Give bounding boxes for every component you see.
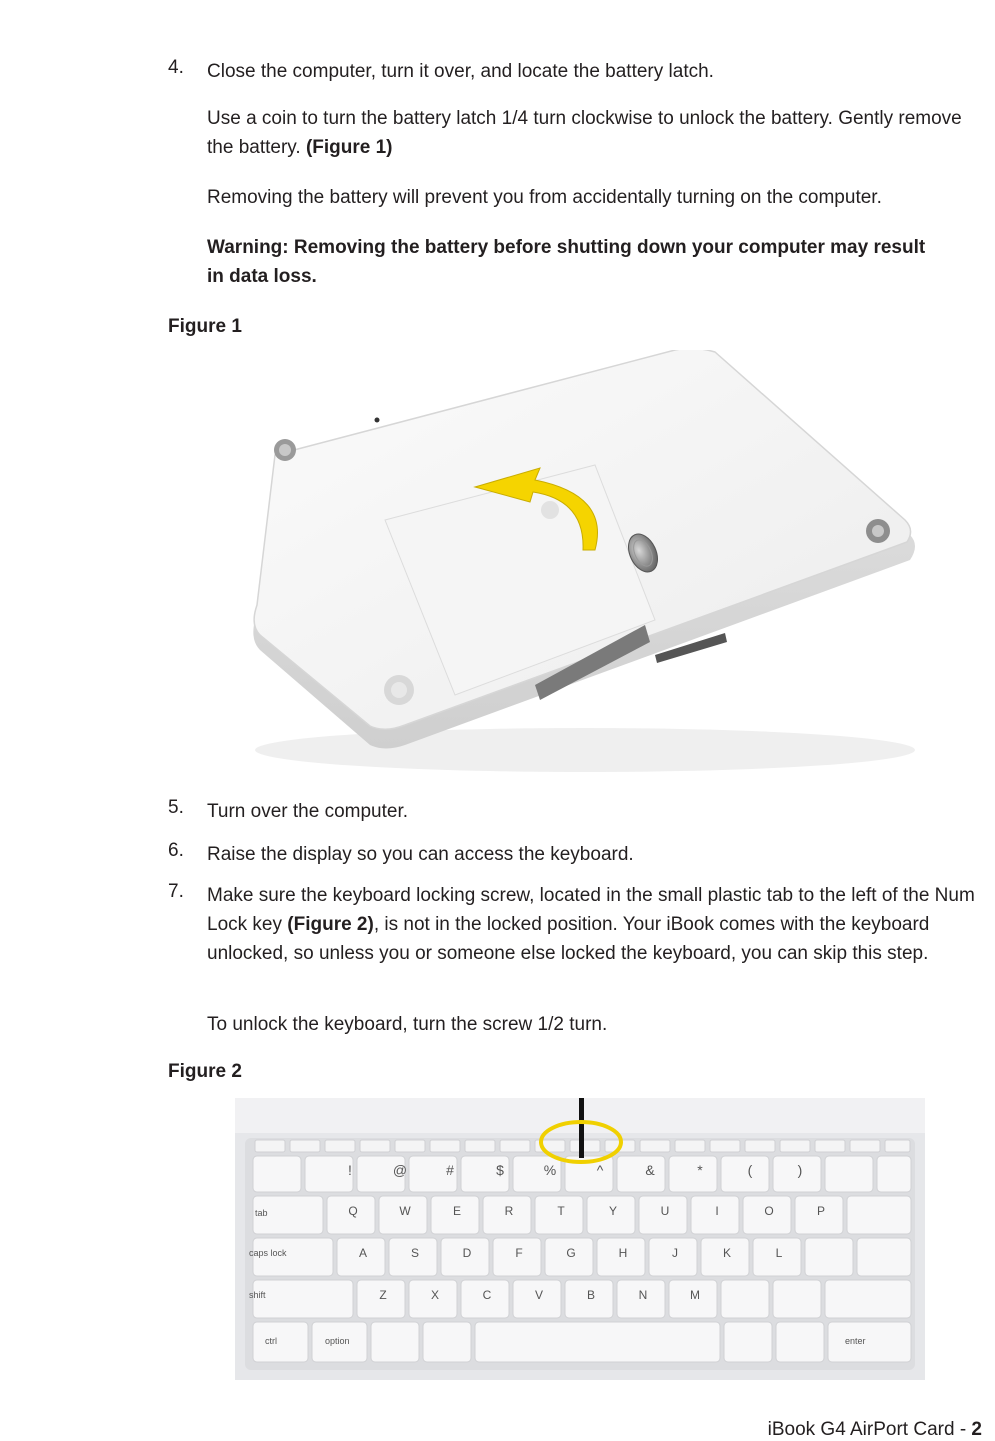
step-7-number: 7. bbox=[168, 881, 184, 902]
key-label: & bbox=[645, 1162, 655, 1178]
key-label: # bbox=[446, 1162, 454, 1178]
key-label: O bbox=[764, 1204, 774, 1218]
key-label: A bbox=[358, 1246, 367, 1260]
figure-1-reference: (Figure 1) bbox=[305, 137, 393, 158]
key-label: $ bbox=[496, 1162, 504, 1178]
step-6-text: Raise the display so you can access the keyboard. bbox=[207, 844, 634, 865]
figure-1-image bbox=[235, 350, 930, 775]
key-label: Y bbox=[608, 1204, 617, 1218]
step-6-number: 6. bbox=[168, 840, 184, 861]
key-label: D bbox=[462, 1246, 472, 1260]
key-enter: enter bbox=[845, 1336, 866, 1346]
zxcv-row bbox=[357, 1288, 721, 1302]
step-5-text: Turn over the computer. bbox=[207, 801, 409, 822]
key-ctrl: ctrl bbox=[265, 1336, 277, 1346]
key-label: V bbox=[534, 1288, 543, 1302]
key-label: Z bbox=[379, 1288, 387, 1302]
page-number: 2 bbox=[971, 1419, 982, 1440]
key-option: option bbox=[325, 1336, 350, 1346]
key-label: % bbox=[543, 1162, 557, 1178]
key-tab: tab bbox=[255, 1208, 268, 1218]
figure-1-label: Figure 1 bbox=[168, 316, 242, 337]
key-label: @ bbox=[392, 1162, 408, 1178]
key-label: S bbox=[410, 1246, 419, 1260]
key-label: E bbox=[452, 1204, 461, 1218]
key-label: ! bbox=[348, 1162, 352, 1178]
key-label: ) bbox=[797, 1162, 803, 1178]
key-label: U bbox=[660, 1204, 670, 1218]
page-footer bbox=[768, 1419, 982, 1441]
step-7-text-b: , is not in the locked position. Your iBook comes with the keyboard unlocked, so unless you or someone else locked the keyboard, you can skip this step. bbox=[207, 914, 930, 964]
key-label: ( bbox=[747, 1162, 753, 1178]
step-7-text bbox=[207, 881, 992, 968]
qwerty-row bbox=[327, 1204, 847, 1218]
key-label: J bbox=[672, 1246, 678, 1260]
key-label: R bbox=[504, 1204, 514, 1218]
key-label: * bbox=[697, 1162, 703, 1178]
footer-title: iBook G4 AirPort Card - bbox=[767, 1419, 972, 1440]
step-4-text: Close the computer, turn it over, and locate the battery latch. bbox=[207, 61, 714, 82]
figure-2-image bbox=[235, 1098, 925, 1380]
number-row bbox=[325, 1162, 825, 1178]
key-label: T bbox=[557, 1204, 565, 1218]
key-label: N bbox=[638, 1288, 648, 1302]
key-label: F bbox=[515, 1246, 523, 1260]
key-label: Q bbox=[348, 1204, 358, 1218]
figure-2-reference: (Figure 2) bbox=[287, 914, 374, 935]
key-label: G bbox=[566, 1246, 576, 1260]
asdf-row bbox=[337, 1246, 805, 1260]
key-caps-lock: caps lock bbox=[249, 1248, 287, 1258]
figure-2-label: Figure 2 bbox=[168, 1061, 242, 1082]
key-label: P bbox=[816, 1204, 825, 1218]
step-7-text-a: Make sure the keyboard locking screw, located in the small plastic tab to the left of the Num Lock key bbox=[207, 885, 975, 935]
key-label: H bbox=[618, 1246, 628, 1260]
key-label: B bbox=[586, 1288, 595, 1302]
key-label: C bbox=[482, 1288, 492, 1302]
key-label: M bbox=[690, 1288, 700, 1302]
step-4-paragraph-1-text: Use a coin to turn the battery latch 1/4 turn clockwise to unlock the battery. Gently remove the battery. bbox=[207, 108, 962, 158]
key-label: X bbox=[430, 1288, 439, 1302]
step-4-paragraph-2: Removing the battery will prevent you from accidentally turning on the computer. bbox=[207, 187, 882, 208]
key-label: I bbox=[715, 1204, 719, 1218]
key-label: K bbox=[722, 1246, 731, 1260]
step-7-paragraph: To unlock the keyboard, turn the screw 1/2 turn. bbox=[207, 1014, 608, 1035]
key-label: ^ bbox=[596, 1162, 604, 1178]
step-5-number: 5. bbox=[168, 797, 184, 818]
key-label: W bbox=[399, 1204, 411, 1218]
step-4-paragraph-1 bbox=[207, 104, 977, 162]
step-4-number: 4. bbox=[168, 57, 184, 78]
warning-text: Warning: Removing the battery before shutting down your computer may result in data loss. bbox=[207, 237, 926, 287]
key-label: L bbox=[775, 1246, 783, 1260]
key-shift: shift bbox=[249, 1290, 266, 1300]
